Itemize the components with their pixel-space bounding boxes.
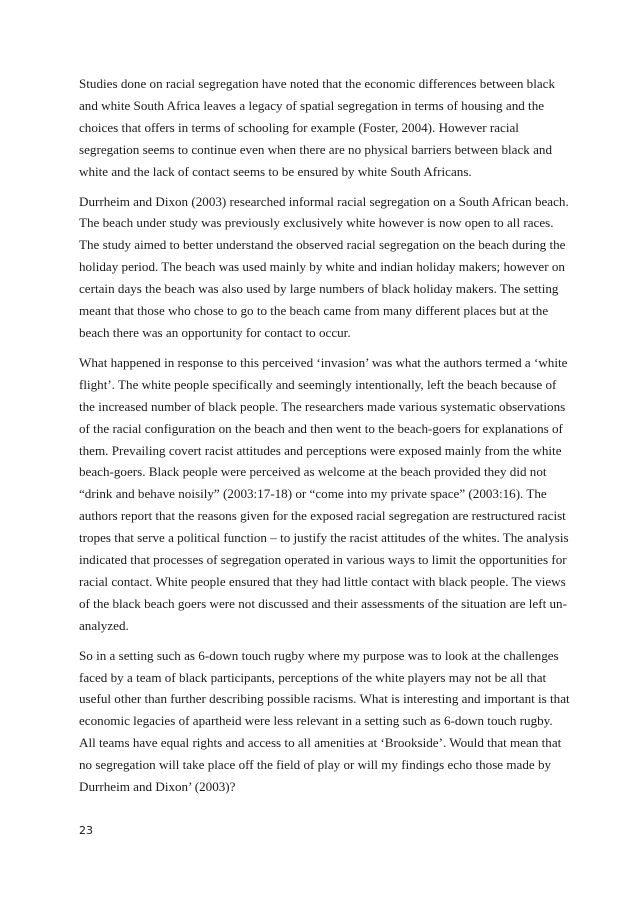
text-line: beach-goers. Black people were perceived as welcome at the beach provided they did not — [79, 464, 547, 480]
text-line: holiday period. The beach was used mainly by white and indian holiday makers; however on — [79, 259, 565, 275]
paragraph-4 — [79, 645, 569, 798]
text-line: Durrheim and Dixon’ (2003)? — [79, 779, 236, 795]
paragraph-1 — [79, 73, 569, 183]
text-line: All teams have equal rights and access to all amenities at ‘Brookside’. Would that mean that — [79, 735, 562, 751]
text-line: flight’. The white people specifically and seemingly intentionally, left the beach because of — [79, 376, 557, 392]
text-line: useful other than further describing possible racisms. What is interesting and important is that — [79, 691, 570, 707]
text-line: indicated that processes of segregation operated in various ways to limit the opportunities for — [79, 552, 567, 568]
text-line: Durrheim and Dixon (2003) researched informal racial segregation on a South African beach. — [79, 193, 569, 209]
text-line: certain days the beach was also used by large numbers of black holiday makers. The setting — [79, 281, 559, 297]
text-line: beach there was an opportunity for contact to occur. — [79, 324, 351, 340]
paragraph-2 — [79, 191, 569, 344]
text-line: the increased number of black people. The researchers made various systematic observations — [79, 398, 566, 414]
paragraph-3 — [79, 352, 569, 637]
text-line: them. Prevailing covert racist attitudes and perceptions were exposed mainly from the white — [79, 442, 562, 458]
text-line: faced by a team of black participants, perceptions of the white players may not be all that — [79, 669, 547, 685]
text-line: “drink and behave noisily” (2003:17-18) or “come into my private space” (2003:16). The — [79, 486, 547, 502]
text-line: tropes that serve a political function – to justify the racist attitudes of the whites. The analysis — [79, 530, 569, 546]
text-line: of the racial configuration on the beach and then went to the beach-goers for explanations of — [79, 420, 563, 436]
text-line: racial contact. White people ensured that they had little contact with black people. The views — [79, 573, 566, 589]
text-line: segregation seems to continue even when there are no physical barriers between black and — [79, 141, 553, 157]
text-line: no segregation will take place off the field of play or will my findings echo those made by — [79, 757, 552, 773]
text-line: choices that offers in terms of schooling for example (Foster, 2004). However racial — [79, 119, 519, 135]
text-line: The beach under study was previously exclusively white however is now open to all races. — [79, 215, 554, 231]
text-line: meant that those who chose to go to the beach came from many different places but at the — [79, 303, 549, 319]
text-line: So in a setting such as 6-down touch rugby where my purpose was to look at the challenges — [79, 647, 559, 663]
text-line: Studies done on racial segregation have noted that the economic differences between black — [79, 76, 556, 91]
text-line: authors report that the reasons given for the exposed racial segregation are restructured racist — [79, 508, 566, 524]
text-line: of the black beach goers were not discussed and their assessments of the situation are left un- — [79, 595, 567, 611]
text-line: white and the lack of contact seems to be ensured by white South Africans. — [79, 163, 472, 179]
page-number: 23 — [79, 824, 93, 837]
text-line: analyzed. — [79, 617, 129, 633]
body-text — [79, 73, 569, 806]
text-line: economic legacies of apartheid were less relevant in a setting such as 6-down touch rugby. — [79, 713, 553, 729]
text-line: and white South Africa leaves a legacy of spatial segregation in terms of housing and the — [79, 97, 545, 113]
text-line: What happened in response to this perceived ‘invasion’ was what the authors termed a ‘white — [79, 354, 568, 370]
text-line: The study aimed to better understand the observed racial segregation on the beach during the — [79, 237, 566, 253]
